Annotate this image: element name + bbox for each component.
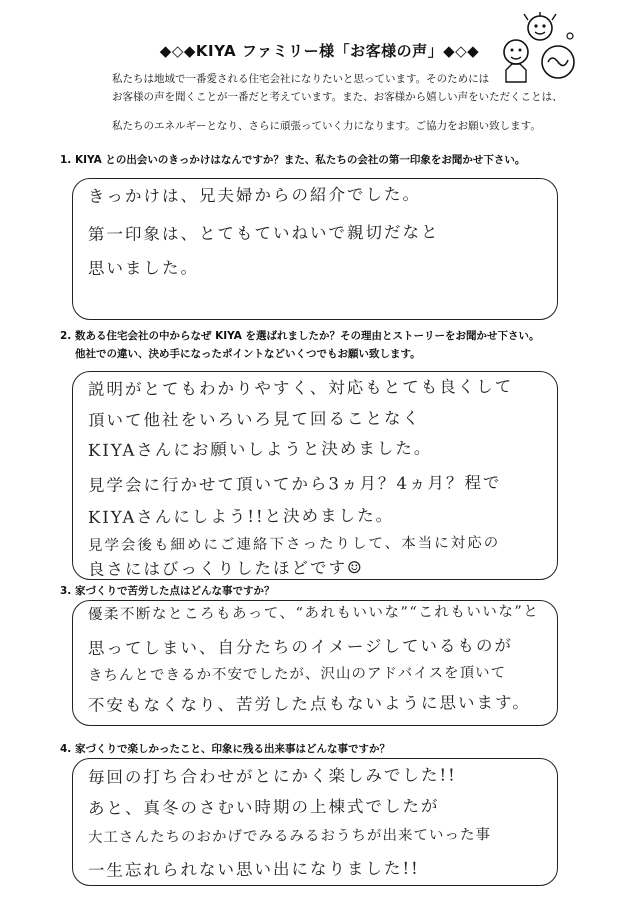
answer-1-line-1: きっかけは、兄夫婦からの紹介でした。 xyxy=(87,184,422,206)
answer-3-line-4: 不安もなくなり、苦労した点もないように思います。 xyxy=(87,692,531,715)
answer-2-line-5: KIYAさんにしよう!!と決めました。 xyxy=(87,505,395,527)
intro-line-2: お客様の声を聞くことが一番だと考えています。また、お客様から嬉しい声をいただくことは、 xyxy=(112,91,563,103)
answer-2-line-2: 頂いて他社をいろいろ見て回ることなく xyxy=(87,408,422,430)
answer-2-line-3: KIYAさんにお願いしようと決めました。 xyxy=(87,438,433,460)
answer-2-line-6: 見学会後も細めにご連絡下さったりして、本当に対応の xyxy=(87,535,501,554)
question-1: 1. KIYA との出会いのきっかけはなんですか？また、私たちの会社の第一印象をお聞かせ下さい。 xyxy=(60,154,526,166)
question-2-subline: 他社での違い、決め手になったポイントなどいくつでもお願い致します。 xyxy=(75,348,421,360)
answer-4-line-4: 一生忘れられない思い出になりました!! xyxy=(87,858,420,880)
answer-1-line-3: 思いました。 xyxy=(87,258,200,278)
answer-4-line-3: 大工さんたちのおかげでみるみるおうちが出来ていった事 xyxy=(87,827,492,846)
question-2: 2. 数ある住宅会社の中からなぜ KIYA を選ばれましたか？その理由とストーリーをお聞かせ下さい。 xyxy=(60,330,540,342)
answer-2-line-7: 良さにはびっくりしたほどです☺ xyxy=(87,558,364,579)
answer-4-line-1: 毎回の打ち合わせがとにかく楽しみでした!! xyxy=(87,765,457,787)
question-4: 4. 家づくりで楽しかったこと、印象に残る出来事はどんな事ですか？ xyxy=(60,743,390,755)
intro-line-3: 私たちのエネルギーとなり、さらに頑張っていく力になります。ご協力をお願い致します。 xyxy=(112,120,541,132)
page-title: ◆◇◆KIYA ファミリー様「お客様の声」◆◇◆ xyxy=(159,42,480,60)
answer-1-line-2: 第一印象は、とてもていねいで親切だなと xyxy=(87,222,440,244)
question-3: 3. 家づくりで苦労した点はどんな事ですか？ xyxy=(60,585,275,597)
answer-3-line-2: 思ってしまい、自分たちのイメージしているものが xyxy=(87,636,514,658)
answer-2-line-4: 見学会に行かせて頂いてから3ヵ月？4ヵ月？程で xyxy=(87,473,502,495)
answer-4-line-2: あと、真冬のさむい時期の上棟式でしたが xyxy=(87,796,440,818)
answer-2-line-1: 説明がとてもわかりやすく、対応もとても良くして xyxy=(87,377,514,399)
intro-line-1: 私たちは地域で一番愛される住宅会社になりたいと思っています。そのためには xyxy=(112,73,490,85)
answer-3-line-3: きちんとできるか不安でしたが、沢山のアドバイスを頂いて xyxy=(87,665,507,684)
answer-3-line-1: 優柔不断なところもあって、“あれもいいな”“これもいいな”と xyxy=(87,603,540,623)
